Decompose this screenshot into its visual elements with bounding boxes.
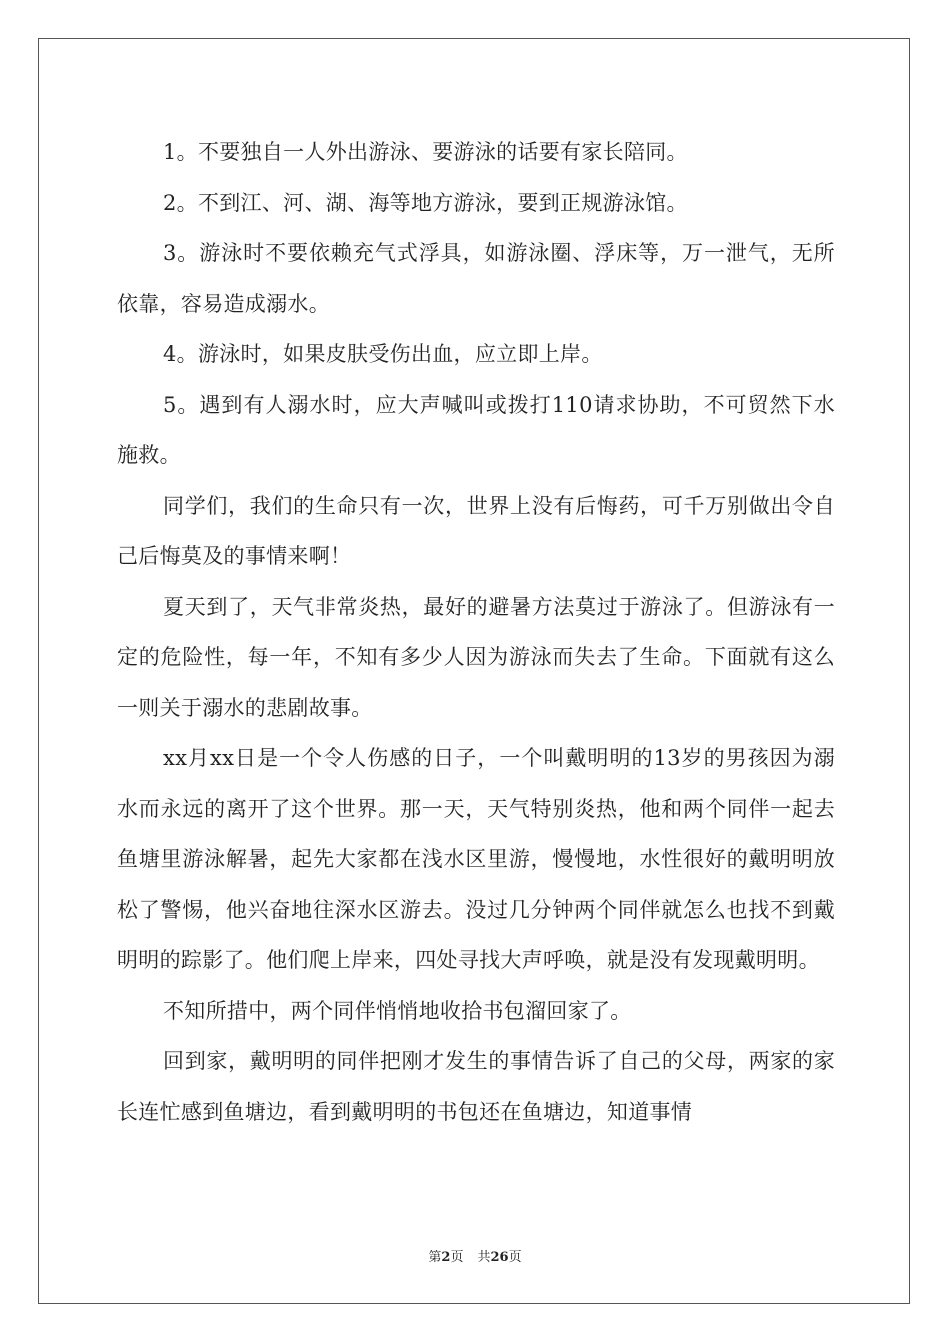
- paragraph: 1。不要独自一人外出游泳、要游泳的话要有家长陪同。: [163, 140, 688, 164]
- paragraph: 2。不到江、河、湖、海等地方游泳，要到正规游泳馆。: [163, 190, 688, 215]
- paragraph: xx月xx日是一个令人伤感的日子，一个叫戴明明的13岁的男孩因为溺水而永远的离开了这个世界。那一天，天气特别炎热，他和两个同伴一起去鱼塘里游泳解暑，起先大家都在浅水区里游，慢慢地，水性很好的戴明明放松了警惕，他兴奋地往深水区游去。没过几分钟两个同伴就怎么也找不到戴明明的踪影了。他们爬上岸来，四处寻找大声呼唤，就是没有发现戴明明。: [117, 746, 835, 972]
- paragraph: 不知所措中，两个同伴悄悄地收拾书包溜回家了。: [163, 998, 632, 1023]
- paragraph: 同学们，我们的生命只有一次，世界上没有后悔药，可千万别做出令自己后悔莫及的事情来啊！: [117, 493, 835, 568]
- document-body: [117, 127, 835, 1137]
- paragraph: 回到家，戴明明的同伴把刚才发生的事情告诉了自己的父母，两家的家长连忙感到鱼塘边，看到戴明明的书包还在鱼塘边，知道事情: [117, 1049, 835, 1124]
- paragraph: 3。游泳时不要依赖充气式浮具，如游泳圈、浮床等，万一泄气，无所依靠，容易造成溺水。: [117, 241, 835, 316]
- paragraph: 4。游泳时，如果皮肤受伤出血，应立即上岸。: [163, 342, 603, 366]
- paragraph: 5。遇到有人溺水时，应大声喊叫或拨打110请求协助，不可贸然下水施救。: [117, 392, 835, 467]
- page-total: 共26页: [477, 1250, 522, 1265]
- paragraph: 夏天到了，天气非常炎热，最好的避暑方法莫过于游泳了。但游泳有一定的危险性，每一年，不知有多少人因为游泳而失去了生命。下面就有这么一则关于溺水的悲剧故事。: [117, 594, 835, 720]
- page-footer: [0, 1246, 950, 1265]
- page-number: 第2页: [428, 1250, 464, 1265]
